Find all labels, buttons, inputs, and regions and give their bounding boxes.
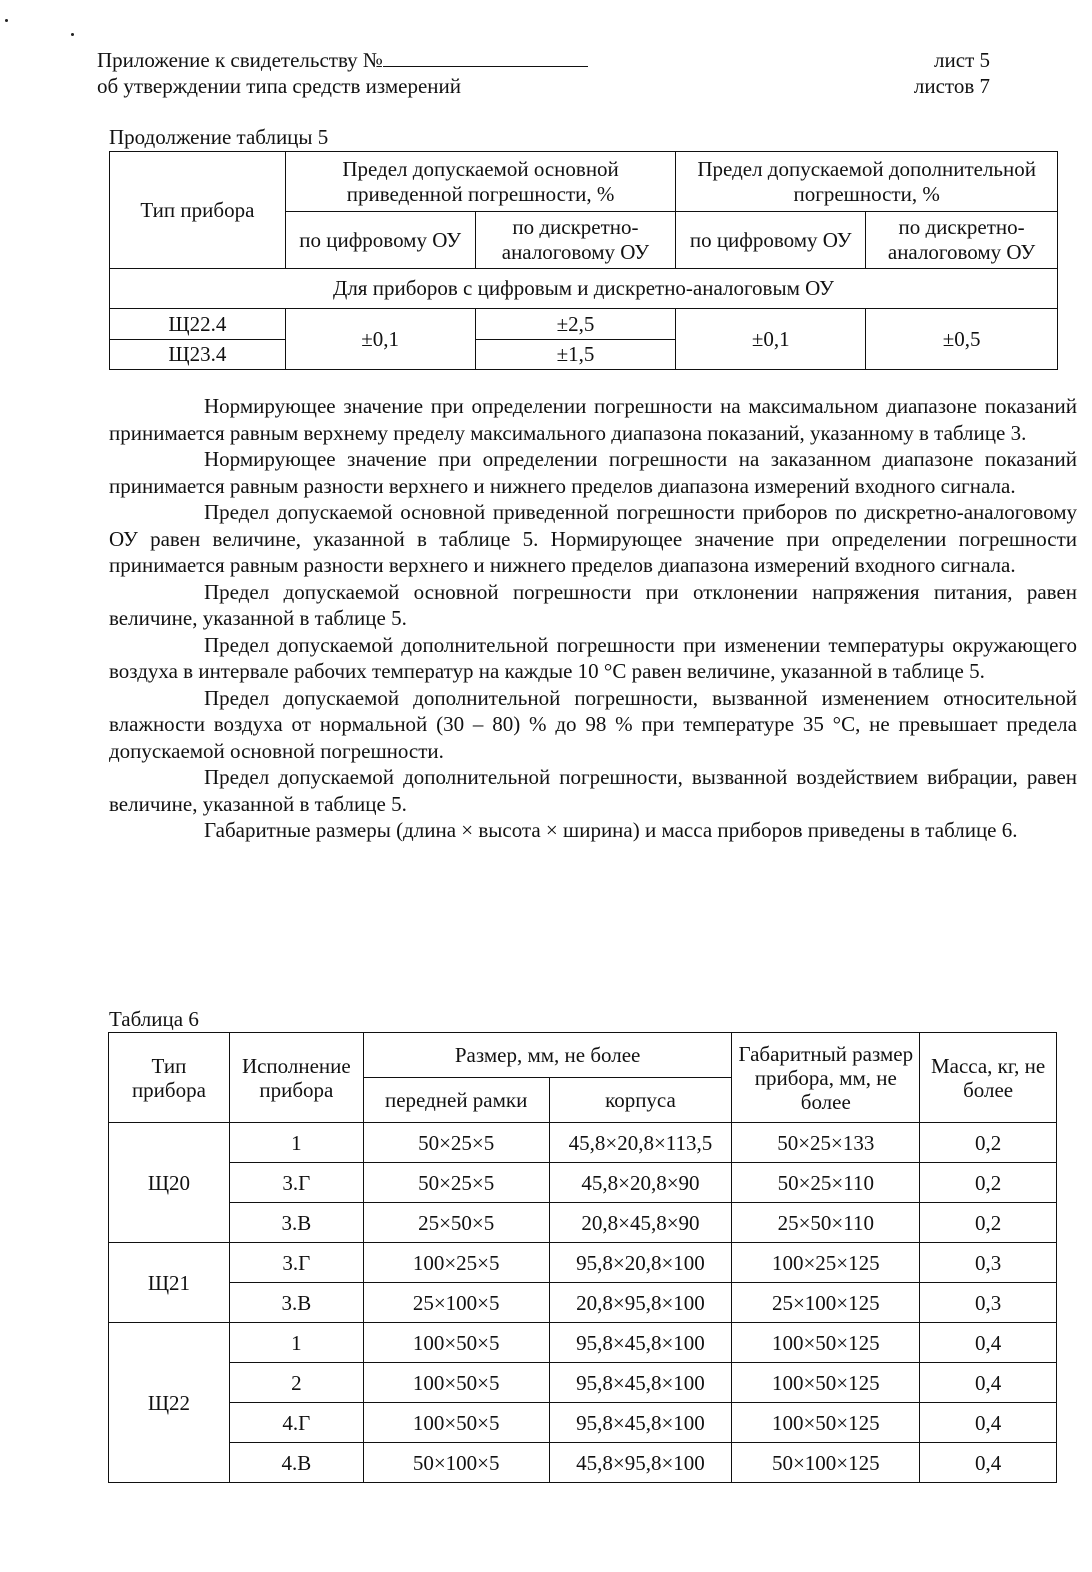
t6-body-cell: 95,8×45,8×100 bbox=[549, 1363, 732, 1403]
t6-body-cell: 20,8×95,8×100 bbox=[549, 1283, 732, 1323]
t5-sub-discrete: по дискретно-аналоговому ОУ bbox=[475, 212, 676, 269]
t6-version-cell: 4.Г bbox=[229, 1403, 363, 1443]
t6-overall-cell: 100×50×125 bbox=[732, 1363, 920, 1403]
t6-mass-cell: 0,4 bbox=[920, 1443, 1057, 1483]
t6-version-cell: 4.В bbox=[229, 1443, 363, 1483]
table-row bbox=[109, 1123, 1057, 1163]
t6-body-cell: 45,8×20,8×113,5 bbox=[549, 1123, 732, 1163]
body-text bbox=[109, 393, 1077, 844]
t6-header-version: Исполнение прибора bbox=[229, 1033, 363, 1123]
paragraph: Предел допускаемой основной погрешности при отклонении напряжения питания, равен величине, указанной в таблице 5. bbox=[109, 579, 1077, 630]
header-certificate-label: Приложение к свидетельству № bbox=[97, 48, 383, 72]
t6-mass-cell: 0,4 bbox=[920, 1363, 1057, 1403]
t6-front-cell: 50×100×5 bbox=[363, 1443, 549, 1483]
t6-mass-cell: 0,3 bbox=[920, 1283, 1057, 1323]
table-row bbox=[109, 1363, 1057, 1403]
t6-body-cell: 95,8×45,8×100 bbox=[549, 1403, 732, 1443]
t6-front-cell: 100×50×5 bbox=[363, 1363, 549, 1403]
t5-section-row: Для приборов с цифровым и дискретно-аналоговым ОУ bbox=[110, 269, 1058, 309]
t5-add-discrete-cell: ±0,5 bbox=[866, 309, 1058, 370]
t5-sub-digital: по цифровому ОУ bbox=[285, 212, 475, 269]
t6-front-cell: 100×50×5 bbox=[363, 1323, 549, 1363]
t6-version-cell: 3.Г bbox=[229, 1243, 363, 1283]
t5-basic-discrete-cell: ±2,5 bbox=[475, 309, 676, 340]
t6-body-cell: 95,8×45,8×100 bbox=[549, 1323, 732, 1363]
t6-version-cell: 3.Г bbox=[229, 1163, 363, 1203]
t6-mass-cell: 0,3 bbox=[920, 1243, 1057, 1283]
header-left bbox=[97, 47, 588, 99]
t5-header-type: Тип прибора bbox=[110, 152, 286, 269]
certificate-number-blank bbox=[383, 48, 588, 67]
t5-basic-discrete-cell: ±1,5 bbox=[475, 340, 676, 370]
paragraph: Габаритные размеры (длина × высота × ширина) и масса приборов приведены в таблице 6. bbox=[204, 818, 1018, 842]
header-right bbox=[914, 47, 990, 99]
t6-front-cell: 25×50×5 bbox=[363, 1203, 549, 1243]
t6-version-cell: 3.В bbox=[229, 1203, 363, 1243]
t6-header-size: Размер, мм, не более bbox=[363, 1033, 732, 1078]
table5-caption: Продолжение таблицы 5 bbox=[109, 125, 329, 149]
t6-front-cell: 100×50×5 bbox=[363, 1403, 549, 1443]
t6-front-cell: 50×25×5 bbox=[363, 1123, 549, 1163]
t6-overall-cell: 50×25×133 bbox=[732, 1123, 920, 1163]
t6-front-cell: 50×25×5 bbox=[363, 1163, 549, 1203]
t5-sub-digital-additional: по цифровому ОУ bbox=[676, 212, 866, 269]
t6-overall-cell: 25×100×125 bbox=[732, 1283, 920, 1323]
t6-overall-cell: 100×50×125 bbox=[732, 1323, 920, 1363]
paragraph: Нормирующее значение при определении погрешности на максимальном диапазоне показаний принимается равным верхнему пределу максимального диапазона показаний, указанному в таблице 3. bbox=[109, 394, 1077, 445]
table5 bbox=[109, 151, 1058, 370]
t6-overall-cell: 100×25×125 bbox=[732, 1243, 920, 1283]
scan-speck bbox=[71, 33, 74, 36]
t6-mass-cell: 0,2 bbox=[920, 1163, 1057, 1203]
t6-front-cell: 25×100×5 bbox=[363, 1283, 549, 1323]
t6-type-cell: Щ20 bbox=[109, 1123, 230, 1243]
sheet-total: листов 7 bbox=[913, 74, 990, 98]
t6-version-cell: 1 bbox=[229, 1123, 363, 1163]
t5-header-basic: Предел допускаемой основной приведенной погрешности, % bbox=[285, 152, 676, 212]
table-row bbox=[109, 1283, 1057, 1323]
t6-version-cell: 3.В bbox=[229, 1283, 363, 1323]
sheet-number: лист 5 bbox=[934, 48, 990, 72]
paragraph: Нормирующее значение при определении погрешности на заказанном диапазоне показаний принимается равным разности верхнего и нижнего пределов диапазона измерений входного сигнала. bbox=[109, 447, 1077, 498]
t5-header-additional: Предел допускаемой дополнительной погрешности, % bbox=[676, 152, 1058, 212]
table-row bbox=[109, 1243, 1057, 1283]
header-approval-line: об утверждении типа средств измерений bbox=[97, 74, 462, 98]
t6-overall-cell: 50×25×110 bbox=[732, 1163, 920, 1203]
t6-header-mass: Масса, кг, не более bbox=[920, 1033, 1057, 1123]
t6-version-cell: 1 bbox=[229, 1323, 363, 1363]
t6-type-cell: Щ22 bbox=[109, 1323, 230, 1483]
paragraph: Предел допускаемой дополнительной погрешности, вызванной изменением относительной влажности воздуха от нормальной (30 – 80) % до 98 % при температуре 35 °С, не превышает предела допускаемой основной погрешности. bbox=[109, 685, 1077, 763]
t6-header-front: передней рамки bbox=[363, 1078, 549, 1123]
table-row bbox=[109, 1323, 1057, 1363]
table-row bbox=[109, 1403, 1057, 1443]
t6-version-cell: 2 bbox=[229, 1363, 363, 1403]
t6-header-type: Тип прибора bbox=[109, 1033, 230, 1123]
t6-body-cell: 45,8×95,8×100 bbox=[549, 1443, 732, 1483]
scan-speck bbox=[5, 19, 8, 22]
t6-mass-cell: 0,2 bbox=[920, 1123, 1057, 1163]
t5-sub-discrete-additional: по дискретно-аналоговому ОУ bbox=[866, 212, 1058, 269]
t6-overall-cell: 50×100×125 bbox=[732, 1443, 920, 1483]
t6-mass-cell: 0,2 bbox=[920, 1203, 1057, 1243]
t5-type-cell: Щ22.4 bbox=[110, 309, 286, 340]
table6-caption: Таблица 6 bbox=[109, 1007, 199, 1031]
t5-basic-digital-cell: ±0,1 bbox=[285, 309, 475, 370]
table-row bbox=[109, 1163, 1057, 1203]
t6-header-overall: Габаритный размер прибора, мм, не более bbox=[732, 1033, 920, 1123]
t6-body-cell: 45,8×20,8×90 bbox=[549, 1163, 732, 1203]
paragraph: Предел допускаемой основной приведенной погрешности приборов по дискретно-аналоговому ОУ равен величине, указанной в таблице 5. Нормирующее значение при определении погрешности принимается равным разности верхнего и нижнего пределов диапазона измерений входного сигнала. bbox=[109, 500, 1077, 577]
t6-header-body: корпуса bbox=[549, 1078, 732, 1123]
t5-type-cell: Щ23.4 bbox=[110, 340, 286, 370]
t6-mass-cell: 0,4 bbox=[920, 1403, 1057, 1443]
t6-front-cell: 100×25×5 bbox=[363, 1243, 549, 1283]
t6-overall-cell: 100×50×125 bbox=[732, 1403, 920, 1443]
t6-mass-cell: 0,4 bbox=[920, 1323, 1057, 1363]
table6 bbox=[108, 1032, 1057, 1483]
t6-body-cell: 95,8×20,8×100 bbox=[549, 1243, 732, 1283]
t6-body-cell: 20,8×45,8×90 bbox=[549, 1203, 732, 1243]
t6-overall-cell: 25×50×110 bbox=[732, 1203, 920, 1243]
table-row bbox=[109, 1443, 1057, 1483]
table-row bbox=[109, 1203, 1057, 1243]
t6-type-cell: Щ21 bbox=[109, 1243, 230, 1323]
paragraph: Предел допускаемой дополнительной погрешности при изменении температуры окружающего воздуха в интервале рабочих температур на каждые 10 °С равен величине, указанной в таблице 5. bbox=[109, 632, 1077, 683]
paragraph: Предел допускаемой дополнительной погрешности, вызванной воздействием вибрации, равен величине, указанной в таблице 5. bbox=[109, 765, 1077, 816]
t5-add-digital-cell: ±0,1 bbox=[676, 309, 866, 370]
